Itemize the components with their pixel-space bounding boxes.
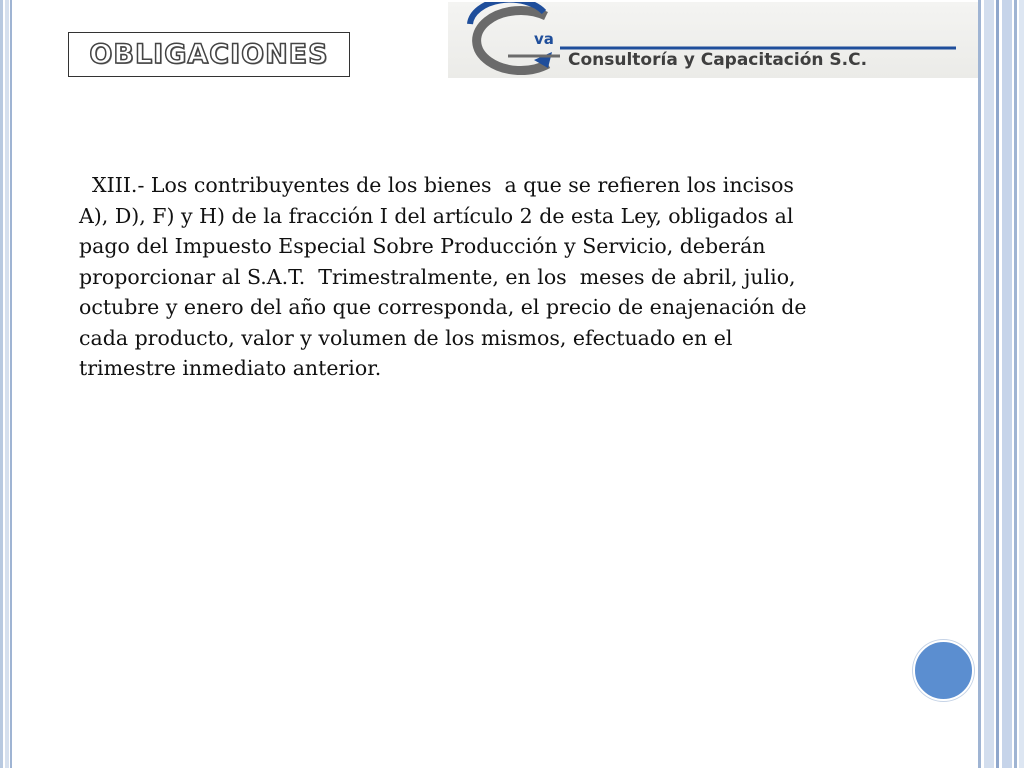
company-name: Consultoría y Capacitación S.C. xyxy=(568,50,868,70)
company-logo xyxy=(448,2,978,78)
logo-monogram: va xyxy=(534,30,554,48)
decorative-circle xyxy=(913,640,974,701)
right-border-decoration xyxy=(978,0,1024,768)
slide-title: OBLIGACIONES xyxy=(89,39,329,70)
left-border-decoration xyxy=(0,0,14,768)
title-box xyxy=(68,32,350,77)
body-paragraph: XIII.- Los contribuyentes de los bienes a que se refieren los incisos A), D), F) y H) de la fracción I del artículo 2 de esta Ley, obligados al pago del Impuesto Especial Sobre Producción y Servicio, deberán proporcionar al S.A.T. Trimestralmente, en los meses de abril, julio, octubre y enero del año que corresponda, el precio de enajenación de cada producto, valor y volumen de los mismos, efectuado en el trimestre inmediato anterior. xyxy=(79,173,807,380)
